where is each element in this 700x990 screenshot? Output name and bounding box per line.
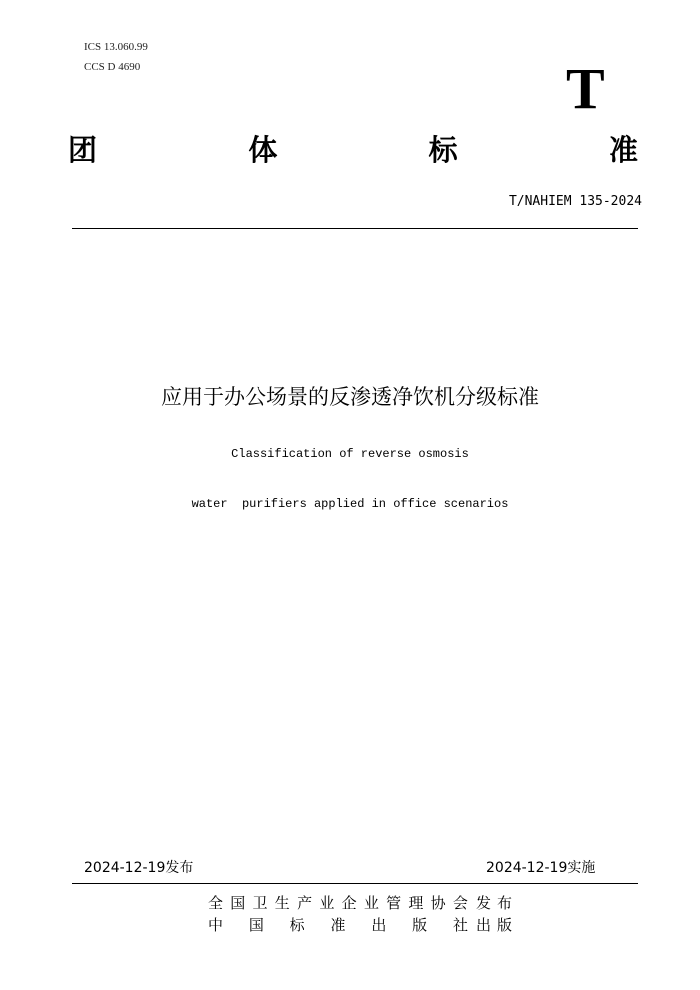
publisher-char: 社	[452, 916, 468, 934]
publisher-char: 准	[330, 916, 346, 934]
heading-char: 团	[68, 133, 98, 167]
publisher-char: 出	[371, 916, 387, 934]
standard-number: T/NAHIEM 135-2024	[508, 194, 642, 209]
publisher-char: 协	[430, 894, 446, 912]
issue-action	[476, 892, 512, 914]
action-char: 出	[476, 916, 492, 934]
publisher-char: 中	[208, 916, 224, 934]
publisher-char: 标	[289, 916, 305, 934]
publisher-char: 国	[230, 894, 246, 912]
header-divider	[72, 228, 638, 229]
publishing-house	[208, 914, 468, 936]
action-char: 版	[496, 916, 512, 934]
issue-date: 2024-12-19发布	[84, 860, 194, 876]
classification-codes	[84, 37, 148, 77]
heading-char: 标	[428, 133, 458, 167]
publisher-block	[208, 892, 512, 936]
publisher-char: 国	[248, 916, 264, 934]
publisher-char: 生	[274, 894, 290, 912]
publisher-char: 业	[363, 894, 379, 912]
publisher-char: 会	[452, 894, 468, 912]
publisher-char: 业	[319, 894, 335, 912]
issuing-organization	[208, 892, 468, 914]
publisher-row-issuer	[208, 892, 512, 914]
standard-type-letter: T	[566, 56, 605, 121]
document-title-english-line1: Classification of reverse osmosis	[231, 447, 469, 461]
action-char: 发	[476, 894, 492, 912]
publisher-char: 管	[386, 894, 402, 912]
document-title-chinese: 应用于办公场景的反渗透净饮机分级标准	[161, 385, 539, 409]
implementation-date: 2024-12-19实施	[486, 860, 596, 876]
standard-category-heading	[68, 128, 638, 172]
ics-code: ICS 13.060.99	[84, 41, 148, 53]
document-title-english-line2: water purifiers applied in office scenarios	[191, 497, 509, 511]
publisher-char: 企	[341, 894, 357, 912]
publisher-char: 版	[412, 916, 428, 934]
publish-action	[476, 914, 512, 936]
heading-char: 体	[248, 133, 278, 167]
publisher-char: 理	[408, 894, 424, 912]
footer-divider	[72, 883, 638, 884]
publisher-char: 产	[297, 894, 313, 912]
ccs-code: CCS D 4690	[84, 61, 141, 73]
publisher-char: 卫	[252, 894, 268, 912]
action-char: 布	[496, 894, 512, 912]
publisher-char: 全	[208, 894, 224, 912]
publisher-row-press	[208, 914, 512, 936]
heading-char: 准	[608, 133, 638, 167]
